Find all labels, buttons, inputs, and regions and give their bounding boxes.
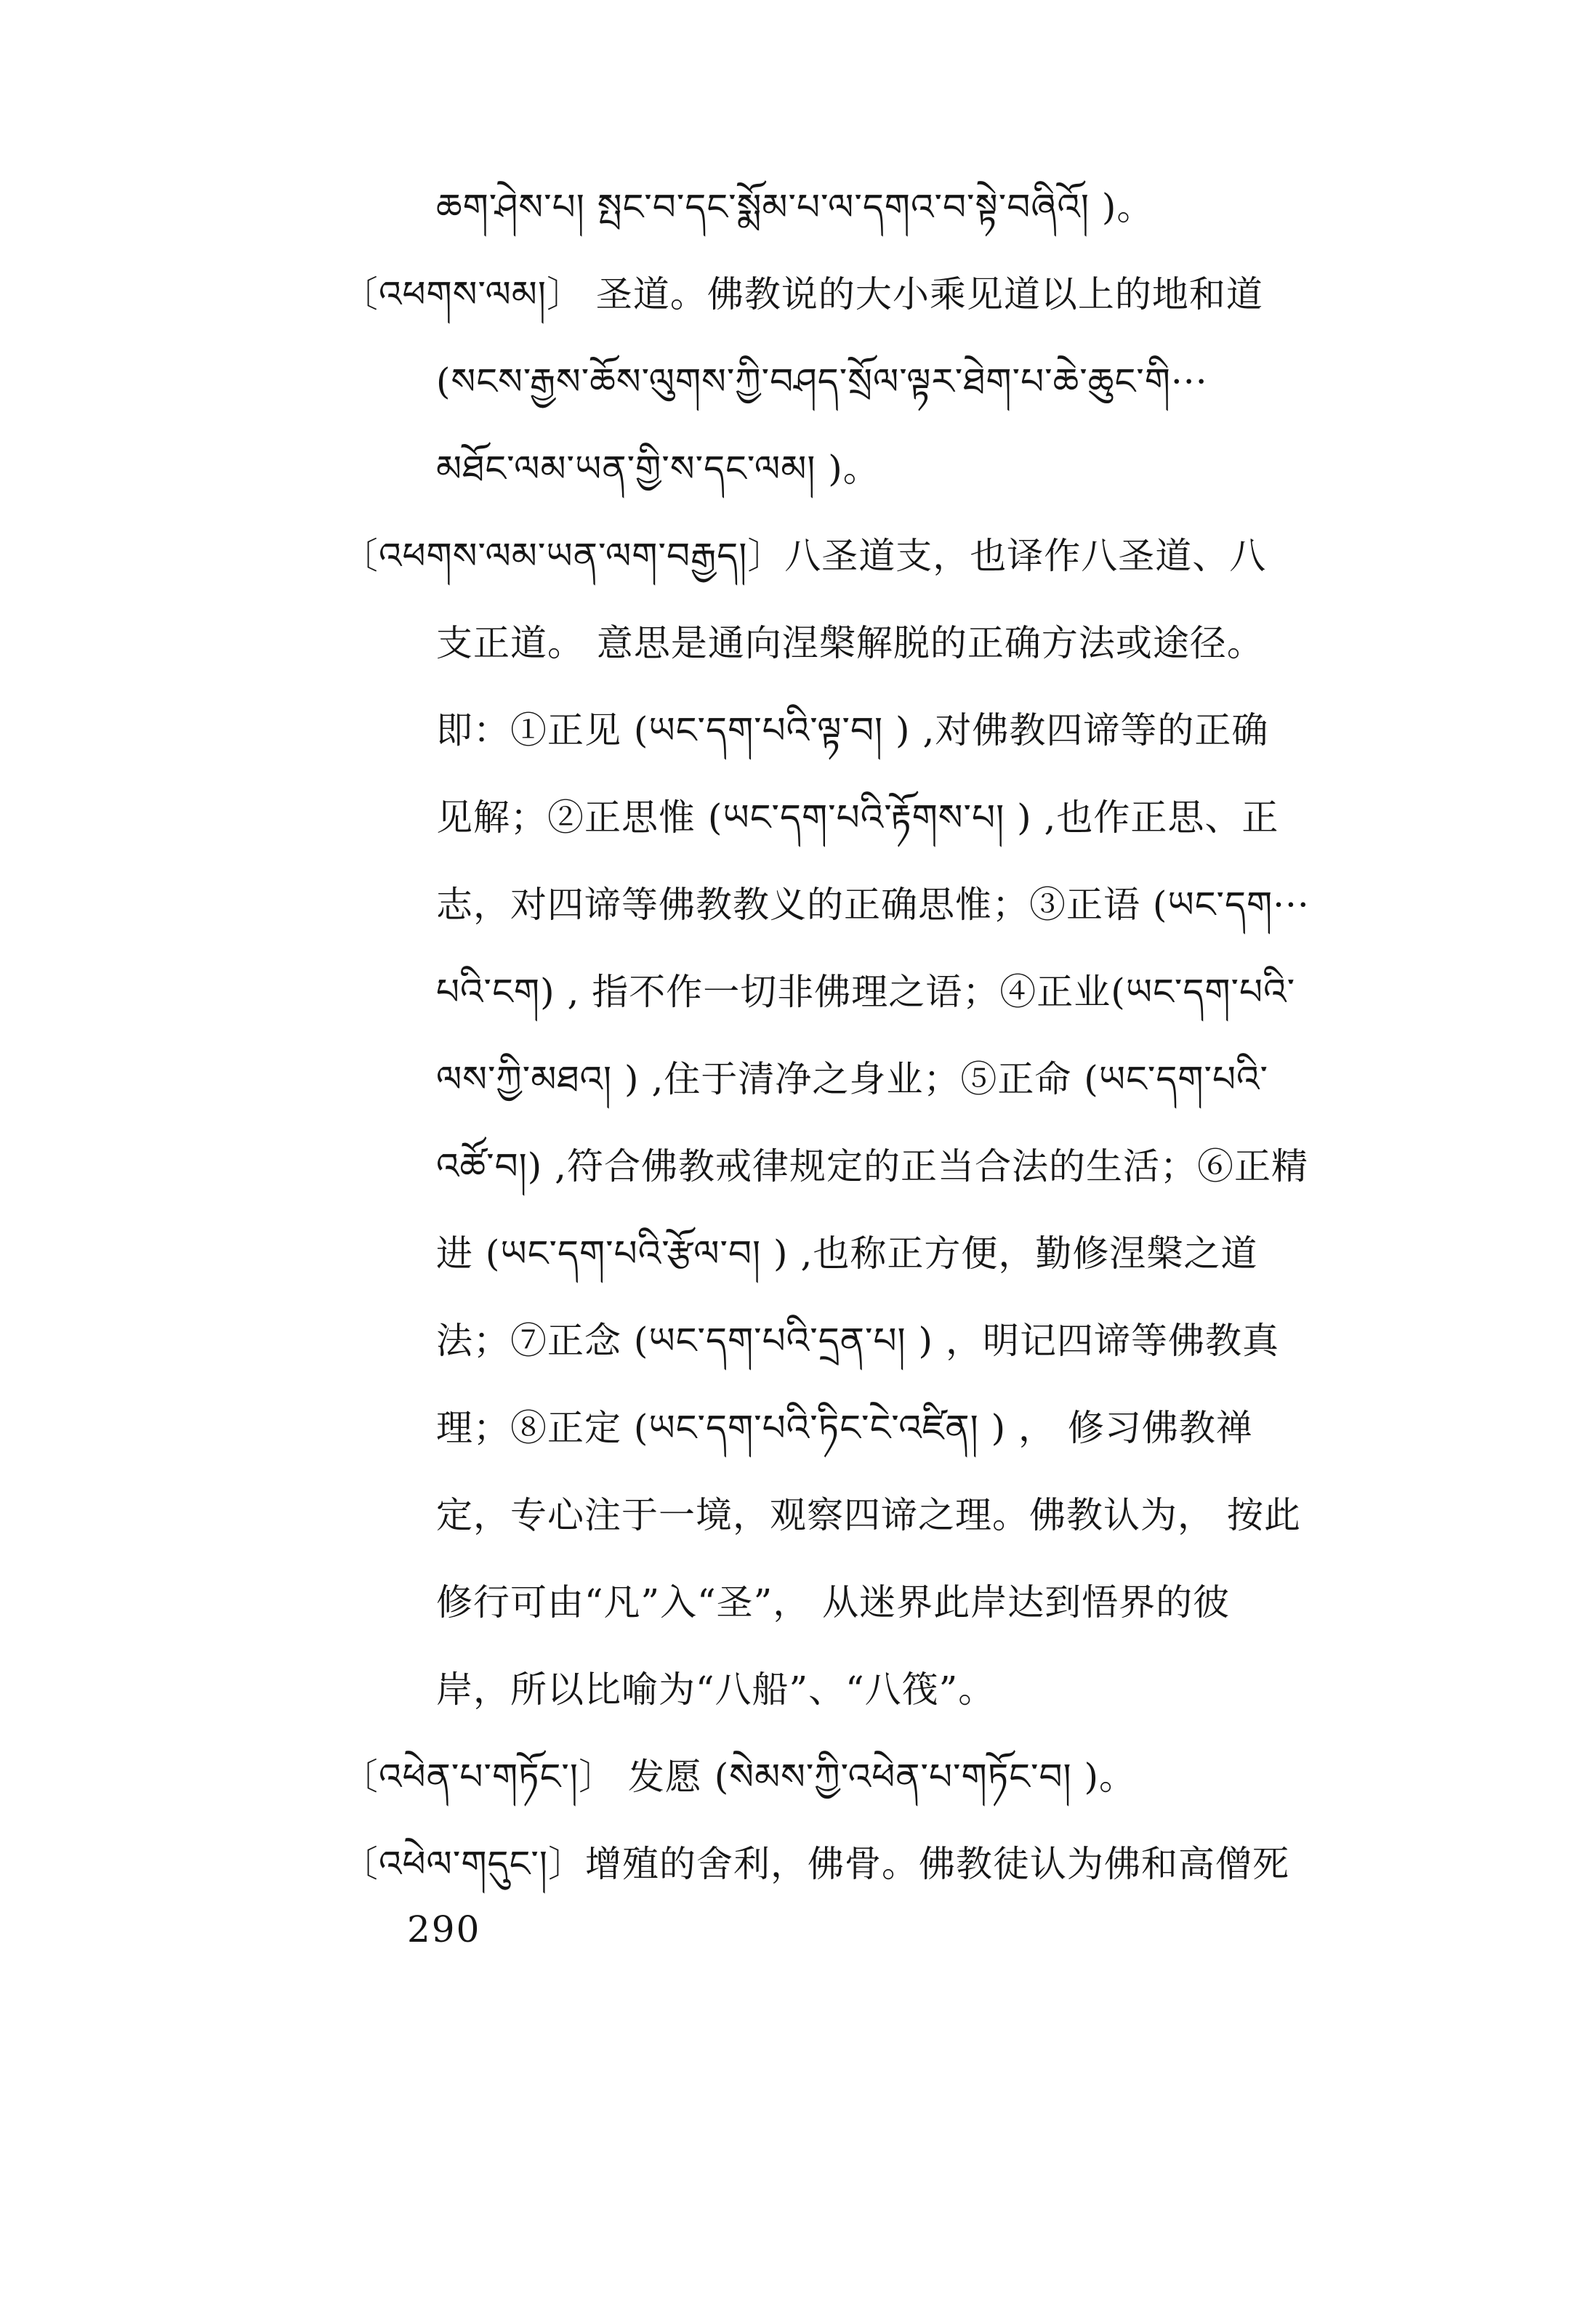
text-line: 定，专心注于一境，观察四谛之理。佛教认为， 按此 <box>436 1494 1301 1536</box>
text-line: 岸，所以比喻为“八船”、“八筏”。 <box>436 1669 996 1711</box>
text-line: 进 (ཡང་དག་པའི་རྩོལ་བ། ) ,也称正方便，勤修涅槃之道 <box>436 1232 1258 1275</box>
text-line: 见解；②正思惟 (ཡང་དག་པའི་རྟོགས་པ། ) ,也作正思、正 <box>436 796 1279 839</box>
text-line: 修行可由“凡”入“圣”， 从迷界此岸达到悟界的彼 <box>436 1581 1231 1623</box>
entry-heading-line: 〔འཕེན་པ་གཏོང་།〕 发愿 (སེམས་ཀྱི་འཕེན་པ་གཏོང་བ། )。 <box>342 1756 1137 1798</box>
text-line: 理；⑧正定 (ཡང་དག་པའི་ཏིང་ངེ་འཛིན། ) ， 修习佛教禅 <box>436 1407 1253 1449</box>
text-line: ཆག་ཤེས་པ། སྤང་བ་དང་སྨོམ་པ་ལ་དགའ་བ་སྟེ་བཞིའོ། )。 <box>436 186 1154 228</box>
page-number: 290 <box>407 1908 481 1950</box>
text-line: 法；⑦正念 (ཡང་དག་པའི་དྲན་པ། ) ，明记四谛等佛教真 <box>436 1320 1279 1362</box>
text-line: འཚོ་བ།) ,符合佛教戒律规定的正当合法的生活；⑥正精 <box>436 1145 1309 1187</box>
entry-heading-line: 〔འཕགས་ལམ་ཡན་ལག་བརྒྱད།〕八圣道支，也译作八圣道、八 <box>342 535 1267 577</box>
text-line: ལས་ཀྱི་མཐའ། ) ,住于清净之身业；⑤正命 (ཡང་དག་པའི་ <box>436 1058 1269 1100</box>
text-line: 志，对四谛等佛教教义的正确思惟；③正语 (ཡང་དག··· <box>436 884 1310 926</box>
entry-heading-line: 〔འཕེལ་གདུང་།〕增殖的舍利，佛骨。佛教徒认为佛和高僧死 <box>342 1843 1289 1885</box>
text-line: 即：①正见 (ཡང་དག་པའི་ལྟ་བ། ) ,对佛教四谛等的正确 <box>436 709 1269 751</box>
entry-heading-line: 〔འཕགས་ལམ།〕 圣道。佛教说的大小乘见道以上的地和道 <box>342 273 1263 315</box>
text-line: མཐོང་ལམ་ཡན་གྱི་ས་དང་ལམ། )。 <box>436 448 880 490</box>
text-line: (སངས་རྒྱས་ཆོས་ལུགས་ཀྱི་བཤད་སྲོལ་ལྟར་ཐེག་པ་ཆེ་ཆུང་གི··· <box>436 360 1208 403</box>
text-line: 支正道。 意思是通向涅槃解脱的正确方法或途径。 <box>436 622 1264 664</box>
text-line: པའི་ངག) , 指不作一切非佛理之语；④正业(ཡང་དག་པའི་ <box>436 971 1296 1013</box>
